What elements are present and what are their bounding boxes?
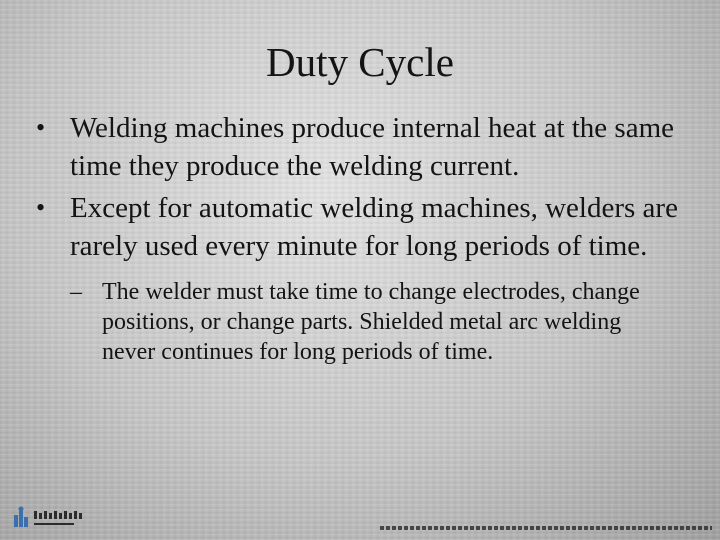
slide-title: Duty Cycle	[266, 39, 454, 85]
bullet-item	[36, 189, 696, 265]
sub-bullet-item	[70, 277, 662, 367]
bullet-list	[36, 109, 696, 367]
sub-bullet-marker: –	[70, 279, 82, 305]
bullet-marker: •	[36, 193, 46, 222]
bullet-marker: •	[36, 113, 46, 142]
bullet-text: Except for automatic welding machines, welders are rarely used every minute for long periods of time.	[70, 192, 678, 262]
bullet-text: Welding machines produce internal heat at the same time they produce the welding current.	[70, 112, 675, 182]
sub-bullet-text: The welder must take time to change electrodes, change positions, or change parts. Shielded metal arc welding never continues for long periods of time.	[102, 279, 640, 365]
institution-logo-icon	[12, 505, 92, 533]
footer-text-strip-icon	[380, 526, 712, 530]
bullet-item	[36, 109, 696, 185]
